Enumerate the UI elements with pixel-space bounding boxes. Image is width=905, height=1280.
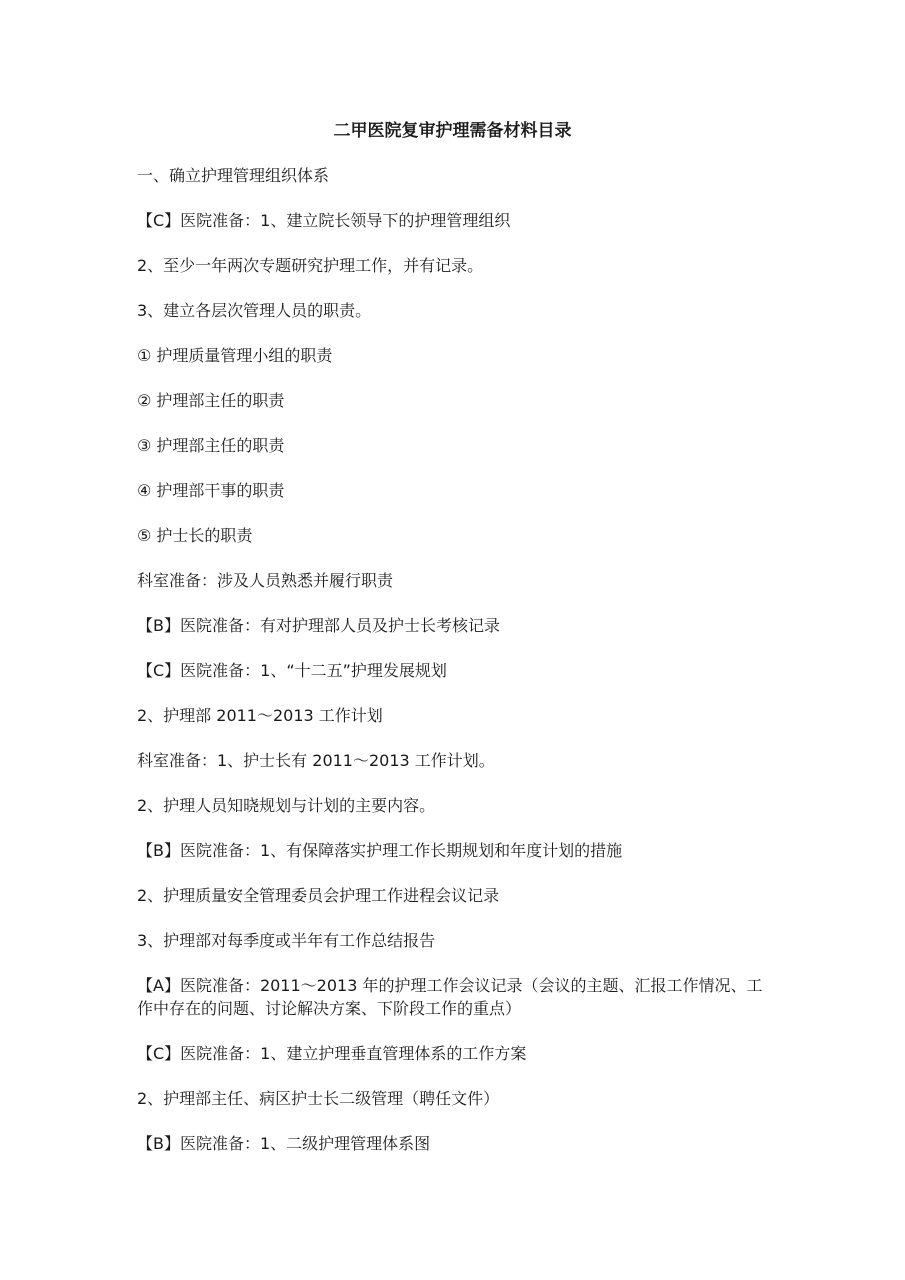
text-line: 【C】医院准备：1、建立院长领导下的护理管理组织: [137, 211, 511, 230]
text-line: 科室准备：1、护士长有 2011～2013 工作计划。: [137, 751, 495, 770]
text-line: 3、护理部对每季度或半年有工作总结报告: [137, 931, 436, 950]
list-item: ① 护理质量管理小组的职责: [137, 346, 333, 365]
text-line: 【B】医院准备：1、有保障落实护理工作长期规划和年度计划的措施: [137, 841, 623, 860]
text-line: 【C】医院准备：1、建立护理垂直管理体系的工作方案: [137, 1044, 527, 1063]
document-title: 二甲医院复审护理需备材料目录: [333, 121, 572, 141]
list-item: ④ 护理部干事的职责: [137, 481, 285, 500]
text-line: 3、建立各层次管理人员的职责。: [137, 301, 372, 320]
section-heading: 一、确立护理管理组织体系: [137, 166, 330, 185]
text-line: 【B】医院准备：有对护理部人员及护士长考核记录: [137, 616, 500, 635]
text-line: 【B】医院准备：1、二级护理管理体系图: [137, 1134, 431, 1153]
list-item: ② 护理部主任的职责: [137, 391, 285, 410]
list-item: ⑤ 护士长的职责: [137, 526, 253, 545]
text-line: 2、护理部主任、病区护士长二级管理（聘任文件）: [137, 1089, 500, 1108]
text-paragraph: 【A】医院准备：2011～2013 年的护理工作会议记录（会议的主题、汇报工作情况、工作中存在的问题、讨论解决方案、下阶段工作的重点）: [137, 976, 763, 1018]
text-line: 【C】医院准备：1、“十二五”护理发展规划: [137, 661, 447, 680]
text-line: 2、护理部 2011～2013 工作计划: [137, 706, 383, 725]
text-line: 科室准备：涉及人员熟悉并履行职责: [137, 571, 394, 590]
text-line: 2、护理质量安全管理委员会护理工作进程会议记录: [137, 886, 500, 905]
text-line: 2、护理人员知晓规划与计划的主要内容。: [137, 796, 436, 815]
text-line: 2、至少一年两次专题研究护理工作，并有记录。: [137, 256, 484, 275]
list-item: ③ 护理部主任的职责: [137, 436, 285, 455]
